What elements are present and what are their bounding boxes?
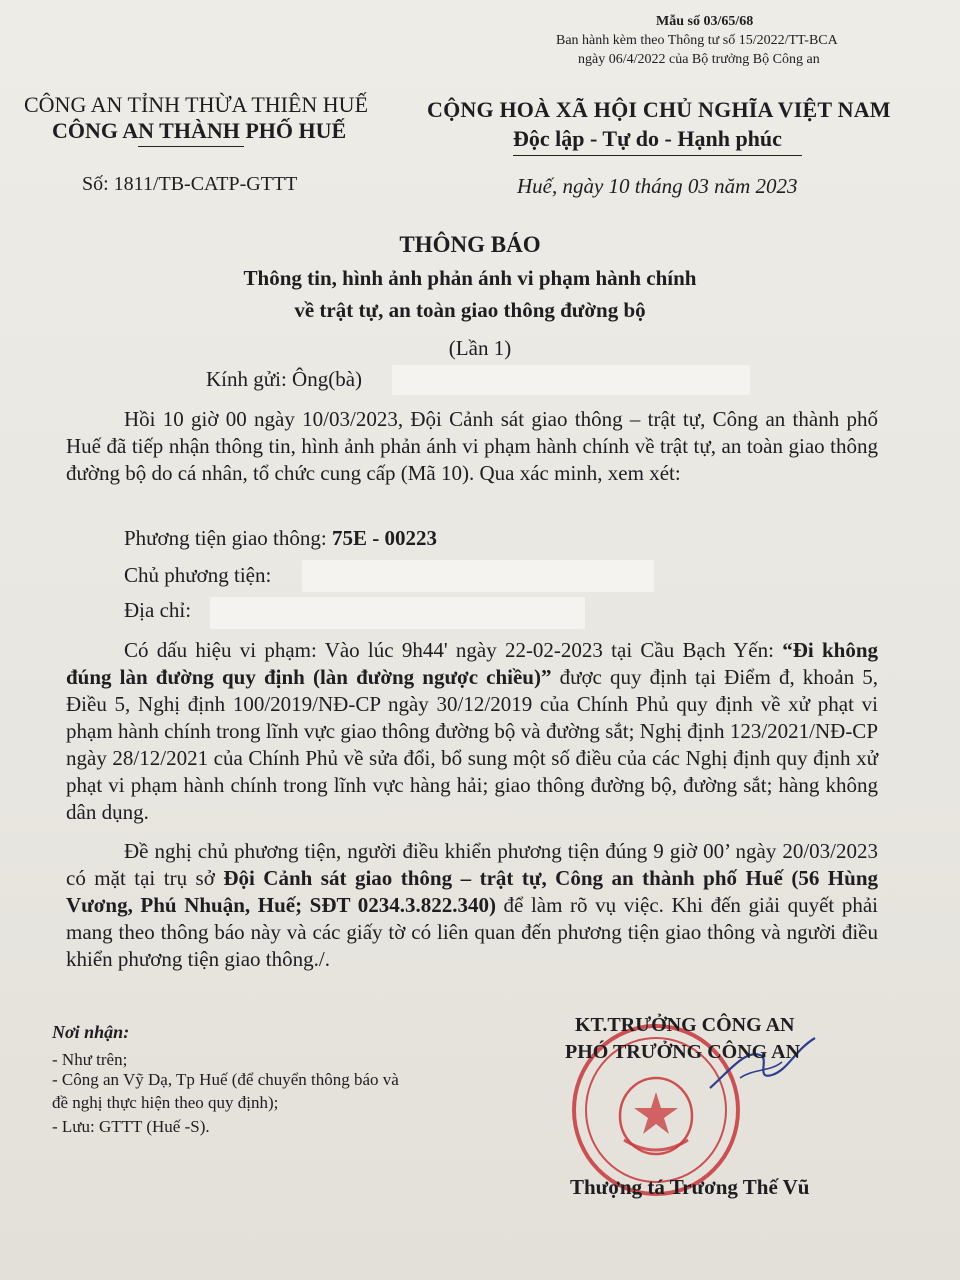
place-date: Huế, ngày 10 tháng 03 năm 2023 xyxy=(517,174,798,198)
owner-field xyxy=(124,563,271,588)
vehicle-plate: 75E - 00223 xyxy=(331,526,437,550)
country-name: CỘNG HOÀ XÃ HỘI CHỦ NGHĨA VIỆT NAM xyxy=(427,97,891,122)
form-issued-line-2: ngày 06/4/2022 của Bộ trưởng Bộ Công an xyxy=(578,52,820,67)
document-subtitle-line-2: về trật tự, an toàn giao thông đường bộ xyxy=(294,298,646,322)
request-office: Đội Cảnh sát giao thông – trật tự, Công an thành phố Huế (56 Hùng Vương, Phú Nhuận, Huế; SĐT 0234.3.822.340) xyxy=(66,866,878,917)
agency-parent: CÔNG AN TỈNH THỪA THIÊN HUẾ xyxy=(24,92,369,117)
vehicle-field xyxy=(124,526,437,551)
signature-title-line-1: KT.TRƯỞNG CÔNG AN xyxy=(575,1014,795,1036)
intro-paragraph: Hồi 10 giờ 00 ngày 10/03/2023, Đội Cảnh sát giao thông – trật tự, Công an thành phố Huế đã tiếp nhận thông tin, hình ảnh phản ánh vi phạm hành chính về trật tự, an toàn giao thông đường bộ do cá nhân, tổ chức cung cấp (Mã 10). Qua xác minh, xem xét: xyxy=(66,407,878,485)
violation-paragraph xyxy=(66,637,878,826)
national-motto: Độc lập - Tự do - Hạnh phúc xyxy=(513,126,782,151)
redacted-address xyxy=(210,597,585,629)
request-paragraph xyxy=(66,838,878,973)
motto-underline xyxy=(513,155,802,156)
violation-legal-basis: được quy định tại Điểm đ, khoản 5, Điều 5, Nghị định 100/2019/NĐ-CP ngày 30/12/2019 của Chính Phủ quy định về xử phạt vi phạm hành chính trong lĩnh vực giao thông đường bộ và đường sắt; Nghị định 123/2021/NĐ-CP ngày 28/12/2021 của Chính Phủ về sửa đổi, bổ sung một số điều của các Nghị định quy định xử phạt vi phạm hành chính trong lĩnh vực hàng hải; giao thông đường bộ, đường sắt; hàng không dân dụng. xyxy=(66,665,878,824)
vehicle-label: Phương tiện giao thông: xyxy=(124,526,332,550)
notice-round: (Lần 1) xyxy=(448,336,512,360)
signature-title-line-2: PHÓ TRƯỞNG CÔNG AN xyxy=(565,1041,801,1063)
addressee-label: Kính gửi: Ông(bà) xyxy=(206,367,363,391)
request-prefix: Đề nghị chủ phương tiện, người điều khiển phương tiện đúng 9 giờ 00’ ngày 20/03/2023 có mặt tại trụ sở xyxy=(66,839,878,890)
form-issued-line-1: Ban hành kèm theo Thông tư số 15/2022/TT-BCA xyxy=(556,33,838,48)
document-subtitle-line-1: Thông tin, hình ảnh phản ánh vi phạm hành chính xyxy=(243,266,697,290)
address-field xyxy=(124,598,191,623)
owner-label: Chủ phương tiện: xyxy=(124,563,272,587)
recipients-title: Nơi nhận: xyxy=(52,1022,130,1042)
recipient-item: đề nghị thực hiện theo quy định); xyxy=(52,1093,279,1112)
redacted-addressee xyxy=(392,365,750,395)
address-label: Địa chỉ: xyxy=(124,598,192,622)
recipient-item: - Như trên; xyxy=(52,1050,128,1069)
recipient-item: - Lưu: GTTT (Huế -S). xyxy=(52,1117,210,1136)
recipient-item: - Công an Vỹ Dạ, Tp Huế (để chuyển thông báo và xyxy=(52,1070,399,1089)
document-number: Số: 1811/TB-CATP-GTTT xyxy=(82,173,298,195)
form-number: Mẫu số 03/65/68 xyxy=(656,14,754,29)
redacted-owner xyxy=(302,560,654,592)
signer-name: Thượng tá Trương Thế Vũ xyxy=(570,1175,810,1199)
agency-underline xyxy=(138,146,244,147)
document-title: THÔNG BÁO xyxy=(399,232,541,257)
request-rest: để làm rõ vụ việc. Khi đến giải quyết phải mang theo thông báo này và các giấy tờ có liên quan đến phương tiện giao thông và người điều khiển phương tiện giao thông./. xyxy=(66,893,878,971)
violation-prefix: Có dấu hiệu vi phạm: Vào lúc 9h44' ngày 22-02-2023 tại Cầu Bạch Yến: xyxy=(124,638,783,662)
violation-description: “Đi không đúng làn đường quy định (làn đường ngược chiều)” xyxy=(66,638,878,689)
agency-name: CÔNG AN THÀNH PHỐ HUẾ xyxy=(52,118,347,143)
